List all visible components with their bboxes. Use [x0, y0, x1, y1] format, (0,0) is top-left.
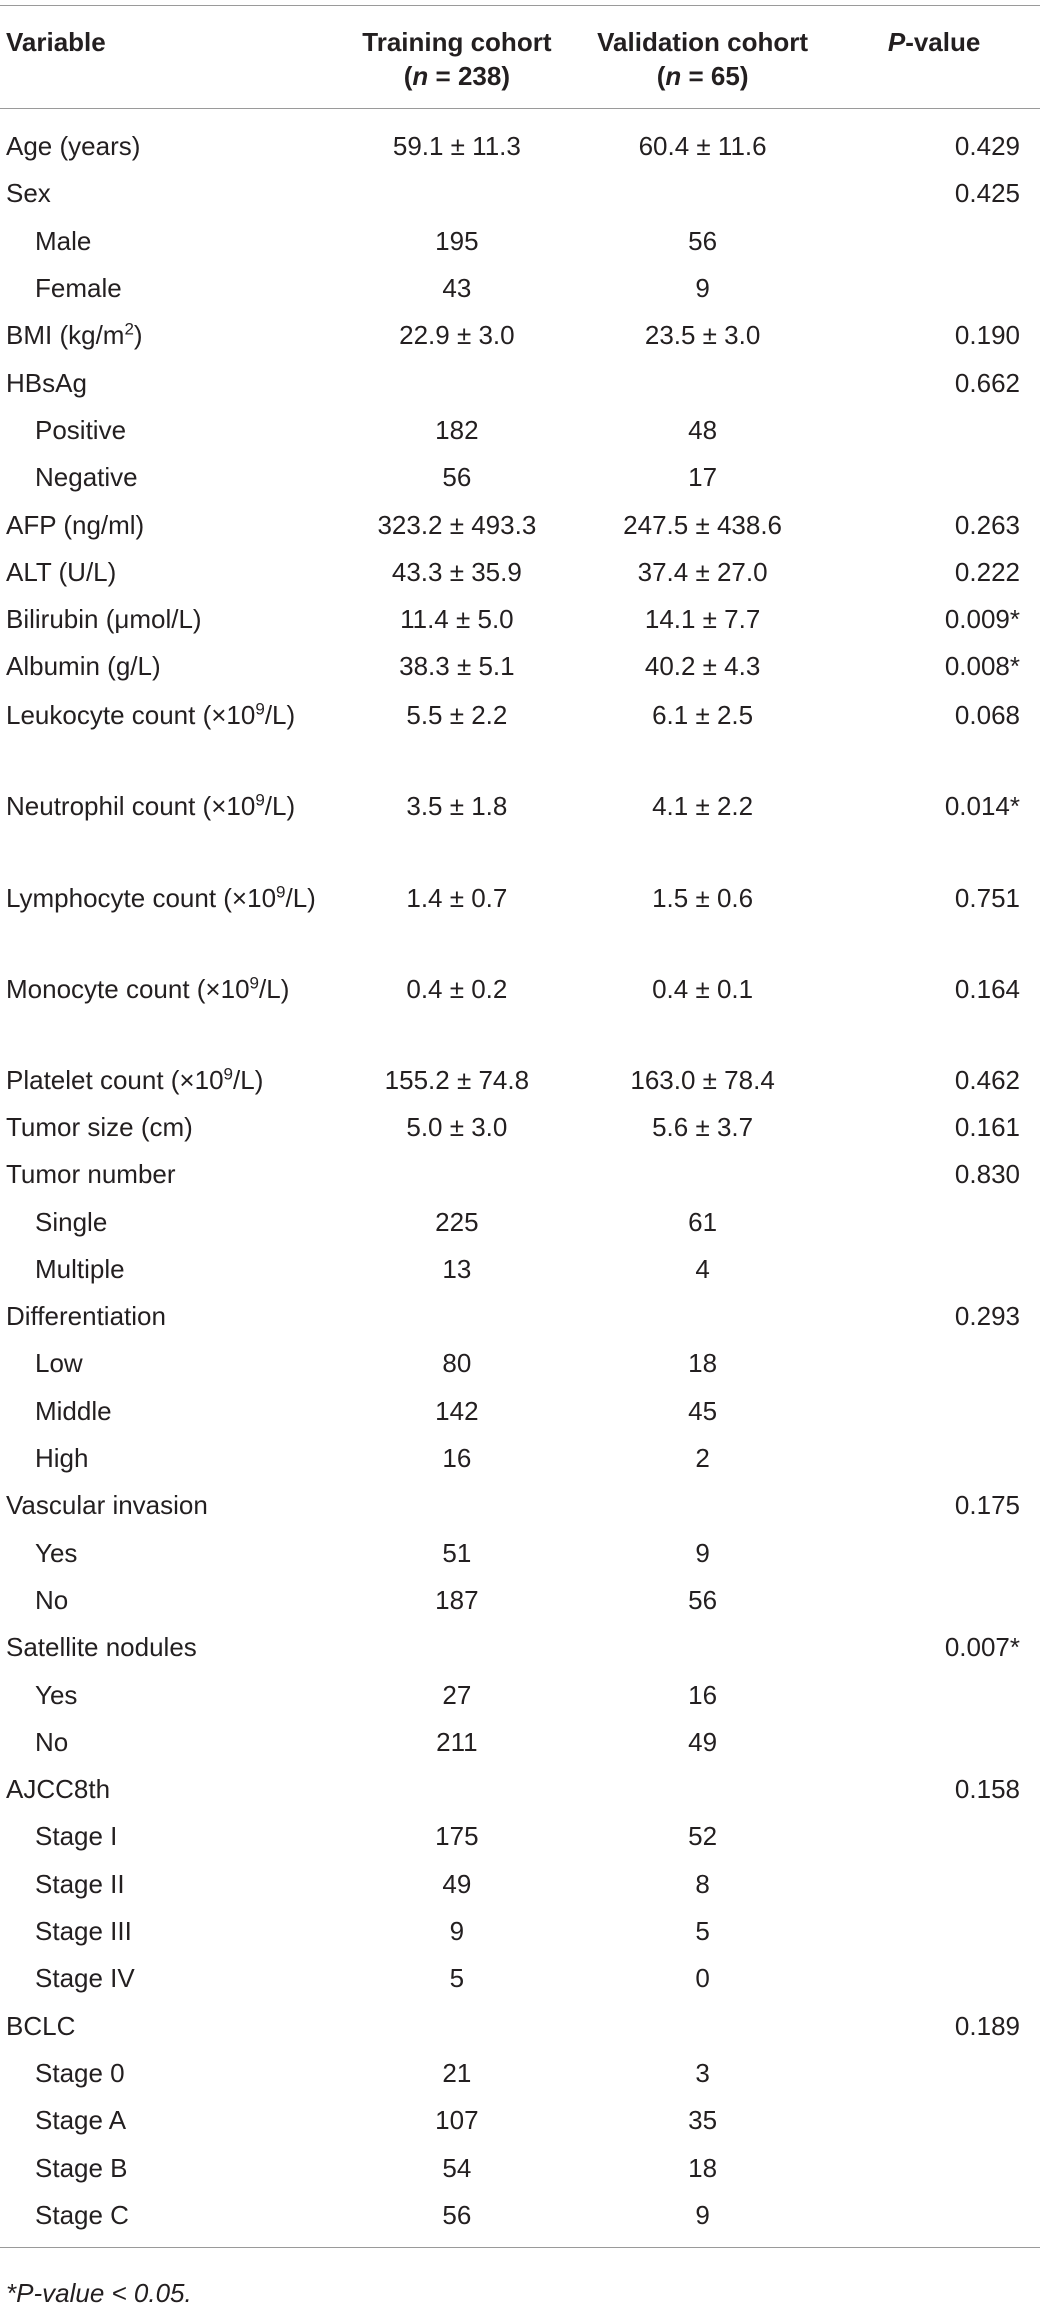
row-variable: Neutrophil count $(\times 10^9/L)$ [6, 790, 296, 822]
row-training-value: 11.4 ± 5.0 [400, 604, 514, 635]
row-training-value [337, 170, 577, 217]
row-variable: Female [35, 273, 122, 304]
row-p-value [828, 265, 1040, 312]
row-validation-value [577, 1293, 828, 1340]
table-row [0, 1766, 1040, 1813]
row-training-value [337, 1151, 577, 1198]
row-p-value: 0.068 [954, 699, 1020, 730]
row-variable: Negative [35, 462, 138, 493]
row-p-value [828, 1246, 1040, 1293]
row-validation-value: 9 [695, 273, 710, 304]
row-variable: Stage II [35, 1868, 125, 1899]
row-variable: Positive [35, 414, 127, 445]
table-row [0, 1719, 1040, 1766]
row-p-value: 0.189 [954, 2010, 1020, 2041]
row-variable: No [35, 1726, 69, 1757]
row-training-value: 22.9 ± 3.0 [399, 320, 515, 351]
row-p-value: 0.462 [954, 1064, 1020, 1095]
table-row [0, 782, 1040, 874]
row-variable: Differentiation [6, 1301, 166, 1332]
row-p-value: 0.425 [954, 178, 1020, 209]
row-validation-value: 17 [688, 462, 718, 493]
row-variable: Yes [35, 1537, 78, 1568]
row-variable: Tumor number [6, 1159, 176, 1190]
table-row [0, 1293, 1040, 1340]
row-p-value: 0.007* [944, 1632, 1020, 1663]
row-p-value: 0.014* [944, 791, 1020, 822]
row-p-value [828, 407, 1040, 454]
row-p-value [828, 1577, 1040, 1624]
row-training-value [337, 1482, 577, 1529]
row-p-value: 0.830 [954, 1159, 1020, 1190]
row-training-value: 38.3 ± 5.1 [399, 651, 515, 682]
table-row [0, 1861, 1040, 1908]
table-row [0, 454, 1040, 501]
row-p-value [828, 1908, 1040, 1955]
row-p-value [828, 2050, 1040, 2097]
row-variable: Age (years) [6, 131, 141, 162]
row-variable: Single [35, 1206, 108, 1237]
row-variable: HBsAg [6, 367, 87, 398]
row-validation-value: 23.5 ± 3.0 [644, 320, 761, 351]
header-row [0, 6, 1040, 109]
table-row [0, 1530, 1040, 1577]
row-variable: Platelet count $(\times 10^9/L)$ [6, 1064, 264, 1095]
row-variable: Stage A [35, 2105, 127, 2136]
header-validation-cohort [577, 6, 828, 109]
row-p-value: 0.429 [954, 131, 1020, 162]
row-variable: AJCC8th [6, 1774, 111, 1805]
row-p-value [828, 1530, 1040, 1577]
row-validation-value [577, 1151, 828, 1198]
row-p-value [828, 454, 1040, 501]
row-variable: Middle [35, 1395, 112, 1426]
row-validation-value: 48 [688, 414, 718, 445]
row-validation-value: 5 [695, 1916, 710, 1947]
header-p-value: P-value [828, 6, 1040, 109]
row-p-value [828, 1671, 1040, 1718]
row-validation-value: 0 [695, 1963, 710, 1994]
table-row [0, 1671, 1040, 1718]
row-validation-value: 60.4 ± 11.6 [638, 131, 767, 162]
row-training-value: 0.4 ± 0.2 [406, 974, 508, 1005]
table-row [0, 2144, 1040, 2191]
row-validation-value: 4.1 ± 2.2 [652, 791, 754, 822]
table-row [0, 1482, 1040, 1529]
row-validation-value: 49 [688, 1726, 718, 1757]
row-variable: BCLC [6, 2010, 76, 2041]
row-training-value: 43 [442, 273, 472, 304]
row-validation-value [577, 1482, 828, 1529]
row-p-value [828, 1340, 1040, 1387]
row-p-value: 0.164 [954, 974, 1020, 1005]
table-row [0, 1246, 1040, 1293]
row-training-value: 211 [436, 1726, 478, 1757]
row-validation-value: 14.1 ± 7.7 [644, 604, 761, 635]
table-row [0, 109, 1040, 171]
row-p-value [828, 1861, 1040, 1908]
row-p-value: 0.190 [954, 320, 1020, 351]
table-row [0, 549, 1040, 596]
row-training-value: 323.2 ± 493.3 [377, 509, 537, 540]
row-validation-value: 4 [695, 1253, 710, 1284]
row-variable: Lymphocyte count $(\times 10^9/L)$ [6, 881, 316, 913]
table-row [0, 2003, 1040, 2050]
row-training-value: 5.0 ± 3.0 [406, 1112, 508, 1142]
table-row [0, 407, 1040, 454]
table-row [0, 643, 1040, 690]
row-variable: Stage B [35, 2152, 128, 2183]
table-row [0, 265, 1040, 312]
row-training-value [337, 359, 577, 406]
table-row [0, 1057, 1040, 1104]
table-row [0, 965, 1040, 1057]
row-validation-value: 8 [695, 1868, 710, 1899]
row-training-value: 5.5 ± 2.2 [406, 699, 508, 730]
row-validation-value: 3 [695, 2057, 710, 2088]
table-row [0, 2050, 1040, 2097]
row-variable: Monocyte count $(\times 10^9/L)$ [6, 973, 290, 1005]
row-p-value [828, 2097, 1040, 2144]
table-body [0, 109, 1040, 2248]
cohort-characteristics-table [0, 5, 1040, 2248]
table-row [0, 1198, 1040, 1245]
row-validation-value: 163.0 ± 78.4 [630, 1064, 775, 1095]
row-training-value: 51 [442, 1537, 472, 1568]
row-variable: Yes [35, 1679, 78, 1710]
table-row [0, 1151, 1040, 1198]
table-row [0, 691, 1040, 783]
row-variable: Male [35, 225, 92, 256]
row-p-value [828, 1435, 1040, 1482]
row-validation-value [577, 2003, 828, 2050]
row-training-value [337, 2003, 577, 2050]
row-training-value: 43.3 ± 35.9 [391, 556, 522, 587]
row-training-value [337, 1624, 577, 1671]
row-p-value: 0.222 [954, 556, 1020, 587]
row-p-value: 0.662 [954, 367, 1020, 398]
table-row [0, 1340, 1040, 1387]
row-training-value: 54 [442, 2152, 472, 2183]
row-variable: AFP (ng/ml) [6, 509, 145, 540]
row-validation-value: 45 [688, 1395, 718, 1426]
row-p-value [828, 1719, 1040, 1766]
row-training-value: 175 [435, 1821, 479, 1852]
row-validation-value: 35 [688, 2105, 718, 2136]
header-validation-title: Validation cohort [597, 27, 809, 57]
table-row [0, 596, 1040, 643]
row-validation-value: 37.4 ± 27.0 [637, 556, 768, 587]
row-training-value: 3.5 ± 1.8 [406, 791, 508, 822]
row-training-value: 9 [449, 1916, 465, 1947]
row-p-value: 0.008* [944, 651, 1020, 682]
row-training-value: 1.4 ± 0.7 [406, 882, 508, 913]
row-training-value: 155.2 ± 74.8 [384, 1064, 530, 1095]
row-training-value: 56 [337, 2192, 577, 2248]
row-variable: Satellite nodules [6, 1632, 197, 1663]
header-variable: Variable [0, 6, 337, 109]
row-training-value [337, 1293, 577, 1340]
row-training-value: 56 [442, 462, 472, 493]
row-validation-value: 61 [688, 1206, 718, 1237]
table-row [0, 170, 1040, 217]
row-p-value [828, 2144, 1040, 2191]
row-variable: ALT (U/L) [6, 556, 117, 587]
row-training-value: 182 [435, 414, 479, 445]
row-variable: Low [35, 1348, 83, 1379]
row-training-value: 13 [442, 1253, 472, 1284]
row-validation-value: 56 [688, 225, 718, 256]
row-validation-value: 5.6 ± 3.7 [652, 1112, 754, 1142]
header-training-n: (n = 238) [403, 61, 510, 91]
table-row [0, 1813, 1040, 1860]
row-variable: Stage C [0, 2192, 337, 2248]
row-p-value: 0.158 [954, 1774, 1020, 1805]
table-row [0, 1955, 1040, 2002]
row-training-value: 80 [442, 1348, 472, 1379]
row-variable: Albumin (g/L) [6, 651, 161, 682]
row-variable: High [35, 1443, 89, 1474]
row-training-value: 142 [435, 1395, 479, 1426]
row-variable: Vascular invasion [6, 1490, 208, 1521]
table-row [0, 1577, 1040, 1624]
row-validation-value: 9 [695, 1537, 710, 1568]
row-validation-value: 18 [688, 1348, 718, 1379]
table-row [0, 1908, 1040, 1955]
row-variable: Stage III [35, 1916, 132, 1947]
table-row [0, 501, 1040, 548]
row-p-value: 0.161 [954, 1112, 1020, 1142]
table-row [0, 359, 1040, 406]
table-row [0, 1624, 1040, 1671]
table-footnote: *P-value < 0.05. [6, 2278, 192, 2308]
row-p-value: 0.175 [954, 1490, 1020, 1521]
row-training-value: 21 [442, 2057, 472, 2088]
row-training-value: 27 [442, 1679, 472, 1710]
row-validation-value [577, 1766, 828, 1813]
row-training-value: 59.1 ± 11.3 [392, 131, 521, 162]
row-p-value [828, 1388, 1040, 1435]
row-variable: Stage IV [35, 1963, 135, 1994]
table-row [0, 874, 1040, 966]
row-variable: Stage 0 [35, 2057, 125, 2088]
row-validation-value [577, 170, 828, 217]
table-row [0, 1388, 1040, 1435]
row-training-value [337, 1766, 577, 1813]
row-variable: Multiple [35, 1253, 125, 1284]
row-p-value [828, 2192, 1040, 2248]
row-variable: BMI $(kg/m^2)$ [6, 319, 143, 351]
row-p-value: 0.009* [944, 604, 1020, 635]
row-validation-value: 2 [695, 1443, 710, 1474]
row-validation-value: 247.5 ± 438.6 [623, 509, 783, 540]
row-variable: No [35, 1584, 69, 1615]
row-p-value [828, 1198, 1040, 1245]
row-validation-value: 56 [688, 1584, 718, 1615]
header-training-title: Training cohort [362, 27, 552, 57]
row-training-value: 225 [435, 1206, 479, 1237]
row-p-value [828, 1955, 1040, 2002]
row-validation-value: 9 [577, 2192, 828, 2248]
header-validation-n: (n = 65) [656, 61, 749, 91]
table-row [0, 2192, 1040, 2248]
table-row [0, 1104, 1040, 1151]
table-header [0, 6, 1040, 109]
row-validation-value: 52 [688, 1821, 718, 1852]
row-validation-value: 16 [688, 1679, 718, 1710]
row-training-value: 49 [442, 1868, 472, 1899]
table-row [0, 312, 1040, 359]
table-row [0, 1435, 1040, 1482]
row-validation-value: 1.5 ± 0.6 [652, 882, 754, 913]
row-training-value: 195 [435, 225, 479, 256]
row-p-value [828, 218, 1040, 265]
row-validation-value: 40.2 ± 4.3 [644, 651, 761, 682]
row-validation-value: 0.4 ± 0.1 [652, 974, 754, 1005]
row-variable: Sex [6, 178, 51, 209]
row-training-value: 187 [435, 1584, 479, 1615]
table-row [0, 2097, 1040, 2144]
row-variable: Stage I [35, 1821, 118, 1852]
row-validation-value [577, 359, 828, 406]
row-validation-value: 18 [688, 2152, 718, 2183]
row-validation-value: 6.1 ± 2.5 [652, 699, 754, 730]
row-training-value: 107 [435, 2105, 479, 2136]
row-variable: Bilirubin (μmol/L) [6, 604, 202, 635]
row-validation-value [577, 1624, 828, 1671]
row-variable: Tumor size (cm) [6, 1112, 193, 1142]
row-training-value: 5 [449, 1963, 465, 1994]
row-p-value: 0.751 [954, 882, 1020, 913]
row-p-value: 0.293 [954, 1301, 1020, 1332]
row-p-value [828, 1813, 1040, 1860]
row-training-value: 16 [442, 1443, 472, 1474]
header-training-cohort [337, 6, 577, 109]
row-variable: Leukocyte count $(\times 10^9/L)$ [6, 698, 296, 730]
table-row [0, 218, 1040, 265]
row-p-value: 0.263 [954, 509, 1020, 540]
